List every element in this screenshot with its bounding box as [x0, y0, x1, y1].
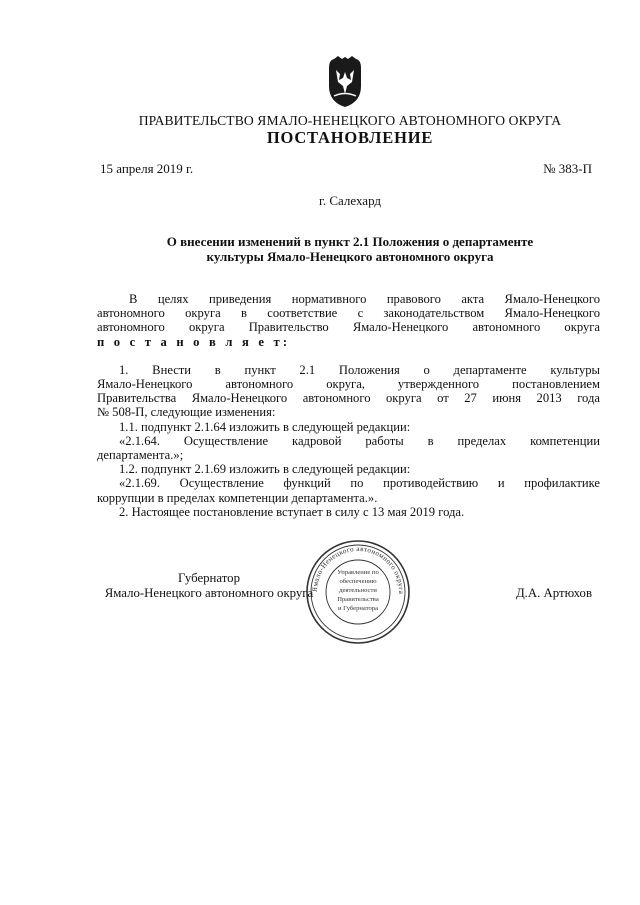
seal-center-line: Правительства [337, 596, 379, 603]
seal-center-line: обеспечению [339, 578, 377, 585]
document-date: 15 апреля 2019 г. [100, 161, 194, 176]
item-line: Правительства Ямало-Ненецкого автономного округа от 27 июня 2013 года [97, 391, 600, 406]
quote-line: «2.1.64. Осуществление кадровой работы в пределах компетенции [119, 433, 600, 448]
preamble-line: автономного округа в соответствие с законодательством Ямало-Ненецкого [97, 306, 600, 321]
seal-ring-text: Ямало-Ненецкого автономного округа [310, 544, 406, 595]
government-name: ПРАВИТЕЛЬСТВО ЯМАЛО-НЕНЕЦКОГО АВТОНОМНОГО ОКРУГА [138, 113, 562, 128]
preamble-line: В целях приведения нормативного правового акта Ямало-Ненецкого [129, 292, 600, 306]
signatory-name: Д.А. Артюхов [515, 586, 592, 600]
item-line: 2. Настоящее постановление вступает в силу с 13 мая 2019 года. [119, 504, 465, 519]
document-type-title: ПОСТАНОВЛЕНИЕ [266, 128, 434, 147]
quote-line: департамента.»; [97, 448, 184, 463]
item-line: Ямало-Ненецкого автономного округа, утвержденного постановлением [97, 377, 600, 392]
coat-of-arms-emblem [326, 56, 364, 108]
signatory-title [96, 571, 322, 601]
document-number: № 383-П [543, 161, 592, 176]
seal-center-line: и Губернатора [337, 605, 379, 612]
item-line: № 508-П, следующие изменения: [97, 405, 276, 420]
decree-word: п о с т а н о в л я е т: [97, 334, 291, 349]
item-line: 1.2. подпункт 2.1.69 изложить в следующей редакции: [119, 462, 411, 477]
signatory-title-line: Ямало-Ненецкого автономного округа [104, 586, 314, 600]
signatory-title-line: Губернатор [178, 571, 240, 585]
seal-center-line: Управление по [337, 569, 379, 576]
item-line: 1. Внести в пункт 2.1 Положения о департаменте культуры [119, 362, 600, 377]
quote-line: коррупции в пределах компетенции департамента.». [97, 490, 378, 505]
preamble-line: автономного округа Правительство Ямало-Ненецкого автономного округа [97, 320, 600, 335]
subject-line: культуры Ямало-Ненецкого автономного округа [206, 249, 494, 264]
official-seal-stamp [302, 538, 414, 646]
document-body [97, 292, 600, 519]
document-city: г. Салехард [318, 193, 382, 208]
quote-line: «2.1.69. Осуществление функций по противодействию и профилактике [119, 476, 600, 491]
item-line: 1.1. подпункт 2.1.64 изложить в следующей редакции: [119, 419, 411, 434]
seal-center-line: деятельности [339, 587, 377, 594]
document-subject [100, 234, 600, 264]
subject-line: О внесении изменений в пункт 2.1 Положения о департаменте [166, 234, 534, 249]
